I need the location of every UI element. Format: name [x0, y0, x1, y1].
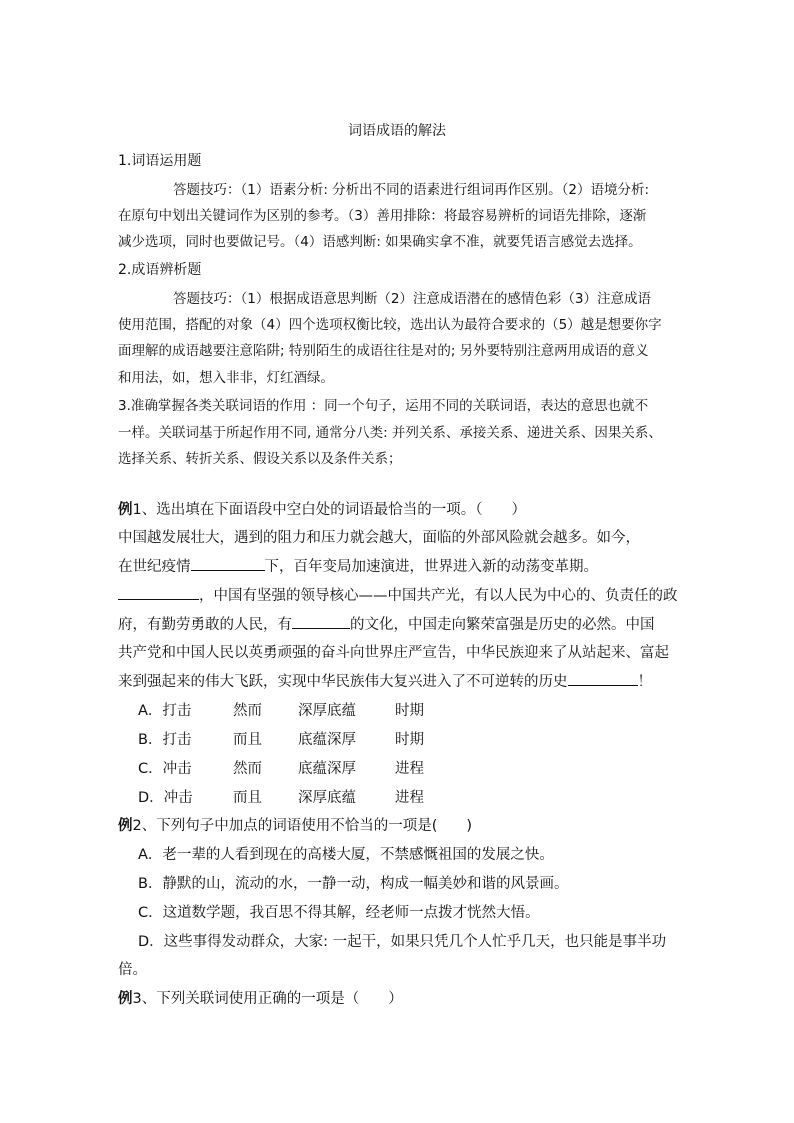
section2-line-2: 使用范围，搭配的对象（4）四个选项权衡比较，选出认为最符合要求的（5）越是想要你字: [118, 317, 662, 333]
option-d-word-3: 深厚底蕴: [298, 790, 356, 806]
example1-question: [118, 498, 526, 519]
option-b-word-3: 底蕴深厚: [298, 732, 356, 748]
section1-line-1: 答题技巧：（1）语素分析: 分析出不同的语素进行组词再作区别。（2）语境分析:: [173, 182, 650, 198]
example1-paragraph-1: 中国越发展壮大，遇到的阻力和压力就会越大，面临的外部风险就会越多。如今，: [118, 530, 640, 546]
example1-paragraph-5: 共产党和中国人民以英勇顽强的奋斗向世界庄严宣告，中华民族迎来了从站起来、富起: [118, 645, 669, 661]
section2-heading: 2.成语辨析题: [118, 262, 202, 278]
section1-line-2: 在原句中划出关键词作为区别的参考。（3）善用排除：将最容易辨析的词语先排除，逐渐: [118, 208, 647, 224]
section3-line-3: 选择关系、转折关系、假设关系以及条件关系；: [118, 451, 402, 467]
section1-line-3: 减少选项，同时也要做记号。（4）语感判断: 如果确实拿不准，就要凭语言感觉去选择。: [118, 234, 642, 250]
blank-3: [292, 614, 350, 629]
example2-question: [118, 814, 472, 835]
example1-p2-start: 在世纪疫情: [118, 559, 191, 575]
example2-option-a: A．老一辈的人看到现在的高楼大厦，不禁感慨祖国的发展之快。: [138, 847, 554, 863]
option-d-word-1: D．冲击: [138, 790, 193, 806]
example1-p4-start: 府，有勤劳勇敢的人民，有: [118, 617, 292, 633]
example3-question-text: 3、下列关联词使用正确的一项是（ ）: [132, 991, 403, 1007]
example1-p3-text: ，中国有坚强的领导核心——中国共产光，有以人民为中心的、负责任的政: [199, 588, 678, 604]
example1-p2-end: 下，百年变局加速演进，世界进入新的动荡变革期。: [264, 559, 598, 575]
example1-option-d: [138, 786, 424, 807]
section2-line-4: 和用法，如，想入非非，灯红酒绿。: [118, 370, 334, 386]
option-d-word-2: 而且: [233, 790, 262, 806]
option-b-word-2: 而且: [233, 732, 262, 748]
blank-2: [118, 585, 199, 600]
option-a-word-3: 深厚底蕴: [298, 703, 356, 719]
example2-option-b: B．静默的山，流动的水，一静一动，构成一幅美妙和谐的风景画。: [138, 876, 569, 892]
example1-question-text: 1、选出填在下面语段中空白处的词语最恰当的一项。（ ）: [132, 502, 526, 518]
example2-option-d: D．这些事得发动群众，大家: 一起干，如果只凭几个人忙乎几天，也只能是事半功: [138, 934, 667, 950]
example2-option-d-wrap: 倍。: [118, 962, 147, 978]
example1-p4-end: 的文化，中国走向繁荣富强是历史的必然。中国: [350, 617, 655, 633]
option-c-word-3: 底蕴深厚: [298, 761, 356, 777]
example1-paragraph-6: [118, 670, 652, 691]
option-c-word-1: C．冲击: [138, 761, 192, 777]
example1-paragraph-2: [118, 555, 598, 576]
example1-p6-start: 来到强起来的伟大飞跃，实现中华民族伟大复兴进入了不可逆转的历史: [118, 674, 568, 690]
example2-question-text: 2、下列句子中加点的词语使用不恰当的一项是( ): [132, 818, 473, 834]
example1-option-a: [138, 699, 424, 720]
example3-question: [118, 987, 403, 1008]
example1-label: 例: [118, 502, 133, 518]
option-c-word-4: 进程: [395, 761, 424, 777]
blank-1: [191, 556, 265, 571]
example2-label: 例: [118, 818, 133, 834]
document-title: 词语成语的解法: [348, 123, 446, 139]
example1-option-b: [138, 728, 424, 749]
example1-paragraph-4: [118, 613, 655, 634]
example3-label: 例: [118, 991, 133, 1007]
option-a-word-1: A．打击: [138, 703, 192, 719]
section2-line-3: 面理解的成语越要注意陷阱; 特别陌生的成语往往是对的; 另外要特别注意两用成语的意义: [118, 343, 649, 359]
example1-p6-end: ！: [637, 674, 652, 690]
example1-paragraph-3: [118, 584, 678, 605]
blank-4: [568, 671, 638, 686]
option-a-word-2: 然而: [233, 703, 262, 719]
section2-line-1: 答题技巧：（1）根据成语意思判断（2）注意成语潜在的感情色彩（3）注意成语: [173, 291, 652, 307]
example2-option-c: C．这道数学题，我百思不得其解，经老师一点拨才恍然大悟。: [138, 905, 540, 921]
option-b-word-4: 时期: [395, 732, 424, 748]
section1-heading: 1.词语运用题: [118, 153, 202, 169]
option-d-word-4: 进程: [395, 790, 424, 806]
option-b-word-1: B．打击: [138, 732, 192, 748]
section3-line-1: 3.准确掌握各类关联词语的作用 ：同一个句子，运用不同的关联词语，表达的意思也就不: [118, 398, 649, 414]
section3-line-2: 一样。关联词基于所起作用不同, 通常分八类: 并列关系、承接关系、递进关系、因果关系、: [118, 425, 662, 441]
option-a-word-4: 时期: [395, 703, 424, 719]
example1-option-c: [138, 757, 424, 778]
option-c-word-2: 然而: [233, 761, 262, 777]
